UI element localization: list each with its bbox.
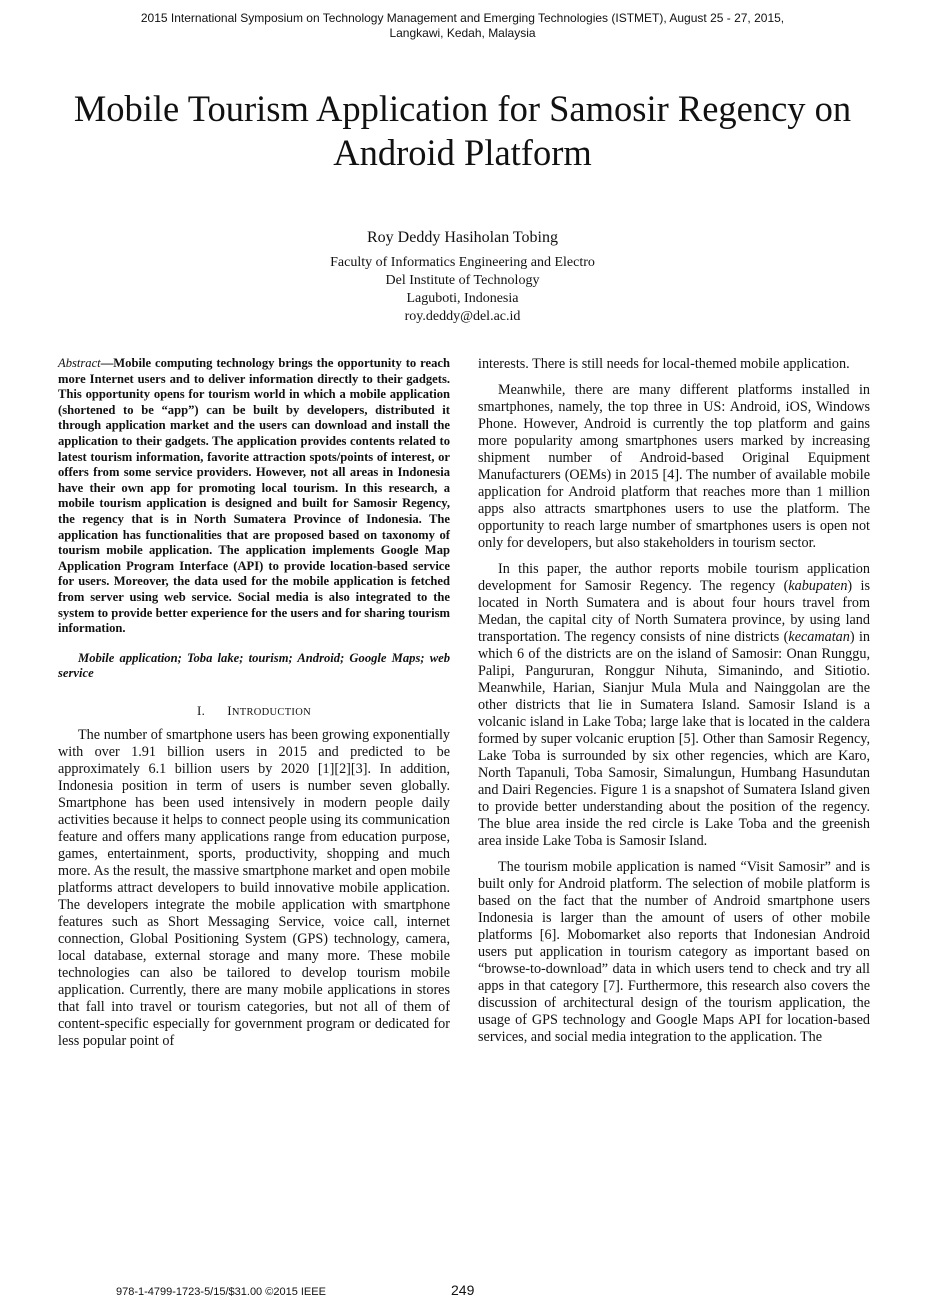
p3-segment-a: In this paper, the author reports mobile tourism application development for Samosir Regency. The regency (: [478, 561, 870, 594]
p3-term-kecamatan: kecamatan: [788, 629, 850, 645]
p3-segment-b: ) is located in North Sumatera and is about four hours travel from Medan, the capital city of North Sumatera province, by using land transportation. The regency consists of nine districts (: [478, 578, 870, 645]
author-email: roy.deddy@del.ac.id: [404, 309, 521, 324]
title-line-1: Mobile Tourism Application for Samosir Regency on: [73, 88, 852, 129]
right-column: [478, 356, 870, 1046]
paper-title: [30, 87, 895, 175]
conference-header: [40, 11, 885, 41]
intro-paragraph-3: [478, 561, 870, 850]
section-heading-initial: I: [227, 702, 232, 718]
author-location: Laguboti, Indonesia: [406, 291, 519, 306]
author-affiliation-1: Faculty of Informatics Engineering and Electro: [330, 255, 595, 270]
author-affiliation-2: Del Institute of Technology: [385, 273, 540, 288]
p3-term-kabupaten: kabupaten: [788, 578, 848, 594]
left-column: [58, 356, 450, 1050]
footer-page-number: 249: [451, 1282, 475, 1298]
keywords: Mobile application; Toba lake; tourism; Android; Google Maps; web service: [58, 650, 450, 681]
section-heading-rest: NTRODUCTION: [231, 706, 311, 718]
author-block: [200, 228, 725, 326]
intro-paragraph-2: Meanwhile, there are many different platforms installed in smartphones, namely, the top three in US: Android, iOS, Windows Phone. However, Android is currently the top platform and gains more popularity among smartphones users marked by increasing shipment number of Android-based Original Equipment Manufacturers (OEMs) in 2015 [4]. The number of available mobile application for Android platform that reaches more than 1 million apps also attracts smartphones users to use the platform. The opportunity to reach large number of smartphones users is open not only for developers, but also stakeholders in tourism sector.: [478, 382, 870, 551]
abstract-text: —Mobile computing technology brings the opportunity to reach more Internet users and to deliver information directly to their gadgets. This opportunity opens for tourism world in which a mobile application (shortened to be “app”) can be built by developers, distributed it through application market and the users can download and install the application to their gadgets. The application provides contents related to latest tourism information, favorite attraction spots/points of interest, or offers from some service providers. However, not all areas in Indonesia have their own app for promoting local tourism. In this research, a mobile tourism application is designed and built for Samosir Regency, the regency that is in North Sumatera Province of Indonesia. The application has functionalities that are proposed based on taxonomy of tourism mobile application. The application implements Google Map Application Program Interface (API) to provide location-based service for users. Moreover, the data used for the mobile application is fetched from server using web service. Social media is also integrated to the system to provide better experience for the users and for sharing tourism information.: [58, 356, 450, 636]
conference-line-2: Langkawi, Kedah, Malaysia: [389, 26, 536, 40]
section-heading-introduction: [58, 702, 450, 721]
section-number: I.: [197, 702, 206, 718]
footer-isbn: 978-1-4799-1723-5/15/$31.00 ©2015 IEEE: [116, 1286, 326, 1298]
abstract: [58, 356, 450, 637]
abstract-label: Abstract: [58, 356, 101, 370]
intro-paragraph-1-continued: interests. There is still needs for local-themed mobile application.: [478, 356, 850, 372]
author-name: Roy Deddy Hasiholan Tobing: [366, 229, 558, 246]
intro-paragraph-4: The tourism mobile application is named “Visit Samosir” and is built only for Android platform. The selection of mobile platform is based on the fact that the number of Android smartphone users Indonesia is larger than the amount of users of other mobile platforms [6]. Mobomarket also reports that Indonesian Android users put application in tourism category as important based on “browse-to-download” data in which users tend to check and try all apps in that category [7]. Furthermore, this research also covers the discussion of architectural design of the tourism application, the usage of GPS technology and Google Maps API for location-based services, and social media integration to the application. The: [478, 859, 870, 1045]
title-line-2: Android Platform: [333, 132, 592, 173]
p3-segment-c: ) in which 6 of the districts are on the island of Samosir: Onan Runggu, Palipi, Pangururan, Ronggur Nihuta, Simanindo, and Sitiotio. Meanwhile, Harian, Sianjur Mula Mula and Nainggolan are the other districts that lie in Sumatera Island. Samosir Island is a volcanic island in Lake Toba; large lake that is located in the caldera formed by super volcanic eruption [5]. Other than Samosir Regency, Lake Toba is surrounded by six other regencies, which are Karo, North Tapanuli, Toba Samosir, Simalungun, Humbang Hasundutan and Dairi Regencies. Figure 1 is a snapshot of Sumatera Island given to provide better understanding about the position of the regency. The blue area inside the red circle is Lake Toba and the greenish area inside Lake Toba is Samosir Island.: [478, 629, 870, 849]
conference-line-1: 2015 International Symposium on Technology Management and Emerging Technologies (ISTMET), August 25 - 27, 2015,: [140, 11, 785, 25]
intro-paragraph-1: The number of smartphone users has been growing exponentially with over 1.91 billion users in 2015 and predicted to be approximately 6.1 billion users by 2020 [1][2][3]. In addition, Indonesia position in term of users is number seven globally. Smartphone has been used intensively in modern people daily activities because it helps to connect people using its communication feature and offers many applications range from education purpose, games, entertainment, sports, productivity, shopping and much more. As the result, the massive smartphone market and open mobile platforms attract developers to build innovative mobile application. The developers integrate the mobile application with smartphone features such as Short Messaging Service, voice call, internet connection, Global Positioning System (GPS) technology, camera, local database, external storage and many more. These mobile technologies can also be tailored to develop tourism mobile application. Currently, there are many mobile applications in stores that fall into travel or tourism categories, but not all of them of content-specific especially for government program or dedicated for less popular point of: [58, 726, 450, 1049]
